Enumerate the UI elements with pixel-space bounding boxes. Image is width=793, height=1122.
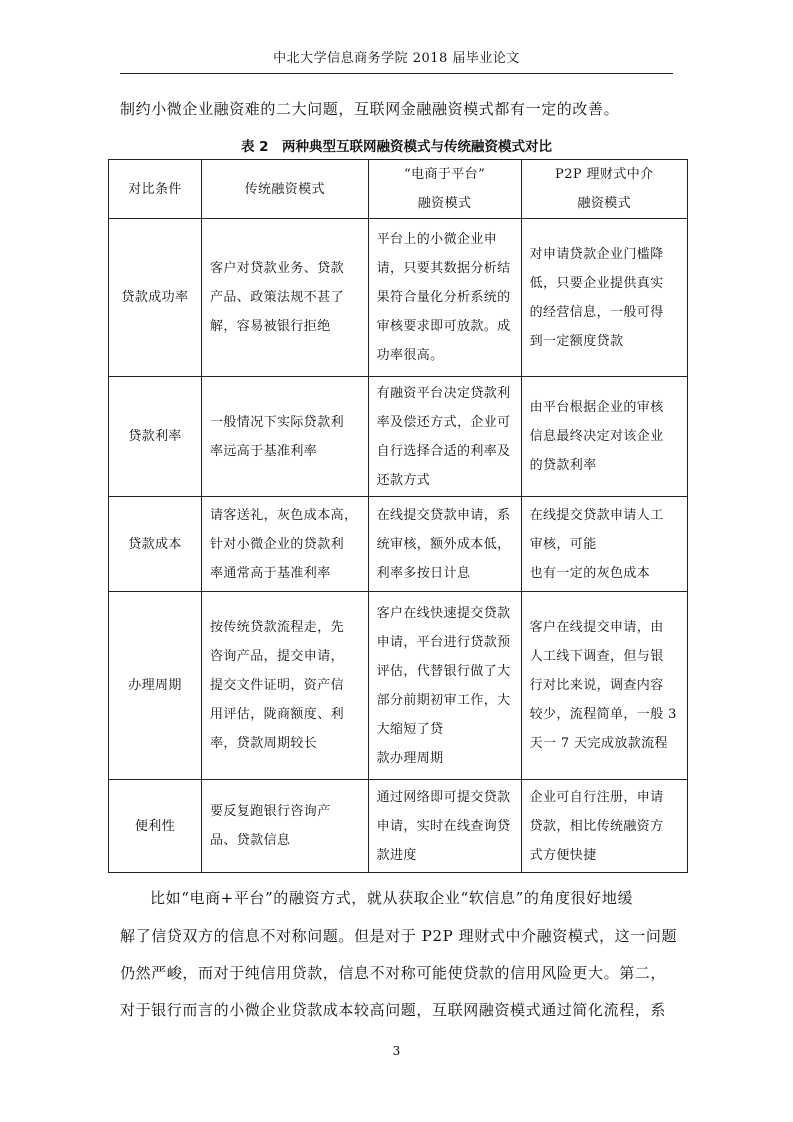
platform-cell xyxy=(368,497,521,592)
platform-cell xyxy=(368,219,521,377)
p2p-cell xyxy=(521,377,687,497)
cell-line: 在线提交贷款申请，系 xyxy=(376,507,511,523)
platform-cell xyxy=(368,377,521,497)
traditional-cell xyxy=(202,780,369,873)
cell-line: 品、贷款信息 xyxy=(210,833,291,848)
cell-line: 产品、政策法规不甚了 xyxy=(210,290,345,305)
cell-line: 部分前期初审工作，大 xyxy=(376,692,511,708)
table-row xyxy=(109,592,688,780)
cell-line: 天一 7 天完成放款流程 xyxy=(529,736,668,751)
traditional-cell xyxy=(202,497,369,592)
cell-line: 低，只要企业提供真实 xyxy=(529,275,664,291)
cell-line: 解，容易被银行拒绝 xyxy=(210,319,331,334)
body-line: 比如“电商+平台”的融资方式，就从获取企业“软信息”的角度很好地缓 xyxy=(150,889,634,907)
p2p-cell xyxy=(521,592,687,780)
cell-line: 率远高于基准利率 xyxy=(210,443,318,459)
table-caption: 表 2 两种典型互联网融资模式与传统融资模式对比 xyxy=(240,139,553,155)
table-row xyxy=(109,497,688,592)
platform-cell xyxy=(368,780,521,873)
table-row xyxy=(109,219,688,377)
cell-line: 针对小微企业的贷款利 xyxy=(210,536,345,552)
column-header-line: 传统融资模式 xyxy=(244,181,325,197)
cell-line: 率及偿还方式，企业可 xyxy=(376,414,511,430)
cell-line: 信息最终决定对该企业 xyxy=(529,429,664,444)
header-rule xyxy=(120,73,673,74)
condition-cell: 贷款成功率 xyxy=(109,219,202,377)
cell-line: 提交文件证明，资产信 xyxy=(210,678,345,693)
condition-cell: 便利性 xyxy=(109,780,202,873)
table-row xyxy=(109,377,688,497)
table-header-row xyxy=(109,160,688,219)
column-header xyxy=(368,160,521,219)
cell-line: 行对比来说，调查内容 xyxy=(529,678,664,693)
traditional-cell xyxy=(202,592,369,780)
cell-line: 的经营信息，一般可得 xyxy=(529,304,664,320)
cell-line: 客户在线提交申请，由 xyxy=(529,620,664,635)
body-line: 仍然严峻，而对于纯信用贷款，信息不对称可能使贷款的信用风险更大。第二， xyxy=(120,964,667,982)
cell-line: 款进度 xyxy=(376,847,417,863)
cell-line: 还款方式 xyxy=(376,472,431,488)
column-header-line: P2P 理财式中介 xyxy=(555,167,654,182)
cell-line: 要反复跑银行咨询产 xyxy=(210,804,331,819)
column-header-line: 融资模式 xyxy=(417,196,472,211)
cell-line: 自行选择合适的利率及 xyxy=(376,443,511,459)
cell-line: 审核要求即可放款。成 xyxy=(376,319,511,334)
column-header xyxy=(109,160,202,219)
column-header-line: 对比条件 xyxy=(128,181,182,197)
column-header xyxy=(202,160,369,219)
cell-line: 请客送礼，灰色成本高， xyxy=(210,507,358,523)
cell-line: 平台上的小微企业申 xyxy=(376,232,498,247)
condition-cell: 贷款利率 xyxy=(109,377,202,497)
table-row xyxy=(109,780,688,873)
column-header xyxy=(521,160,687,219)
cell-line: 用评估，陇商额度、利 xyxy=(210,707,345,722)
p2p-cell xyxy=(521,219,687,377)
condition-cell: 贷款成本 xyxy=(109,497,202,592)
cell-line: 一般情况下实际贷款利 xyxy=(210,414,345,430)
cell-line: 通过网络即可提交贷款 xyxy=(376,789,511,805)
cell-line: 较少，流程简单，一般 3 xyxy=(529,707,677,722)
cell-line: 贷款，相比传统融资方 xyxy=(529,818,664,834)
cell-line: 审核，可能 xyxy=(529,536,597,552)
cell-line: 大缩短了贷 xyxy=(376,721,444,737)
intro-paragraph: 制约小微企业融资难的二大问题，互联网金融融资模式都有一定的改善。 xyxy=(120,100,620,118)
cell-line: 率，贷款周期较长 xyxy=(210,736,318,751)
cell-line: 到一定额度贷款 xyxy=(529,333,624,349)
traditional-cell xyxy=(202,219,369,377)
page-header: 中北大学信息商务学院 2018 届毕业论文 xyxy=(273,51,520,66)
cell-line: 请，只要其数据分析结 xyxy=(376,261,511,276)
cell-line: 利率多按日计息 xyxy=(376,565,471,581)
cell-line: 按传统贷款流程走，先 xyxy=(210,620,345,635)
cell-line: 申请，实时在线查询贷 xyxy=(376,818,511,834)
body-line: 对于银行而言的小微企业贷款成本较高问题，互联网融资模式通过简化流程，系 xyxy=(120,1001,667,1019)
condition-cell: 办理周期 xyxy=(109,592,202,780)
cell-line: 人工线下调查，但与银 xyxy=(529,649,664,664)
cell-line: 款办理周期 xyxy=(376,750,444,766)
body-line: 解了信贷双方的信息不对称问题。但是对于 P2P 理财式中介融资模式，这一问题 xyxy=(120,927,678,945)
cell-line: 率通常高于基准利率 xyxy=(210,565,331,581)
traditional-cell xyxy=(202,377,369,497)
cell-line: 也有一定的灰色成本 xyxy=(529,565,651,581)
p2p-cell xyxy=(521,780,687,873)
comparison-table xyxy=(108,159,688,873)
cell-line: 对申请贷款企业门槛降 xyxy=(529,246,664,262)
cell-line: 企业可自行注册，申请 xyxy=(529,789,664,805)
cell-line: 式方便快捷 xyxy=(529,847,597,863)
cell-line: 评估，代替银行做了大 xyxy=(376,663,511,679)
p2p-cell xyxy=(521,497,687,592)
cell-line: 有融资平台决定贷款利 xyxy=(376,385,511,401)
cell-line: 客户在线快速提交贷款 xyxy=(376,605,511,621)
column-header-line: 融资模式 xyxy=(577,196,632,211)
cell-line: 在线提交贷款申请人工 xyxy=(529,507,664,523)
cell-line: 申请，平台进行贷款预 xyxy=(376,634,511,650)
cell-line: 咨询产品，提交申请， xyxy=(210,649,345,664)
cell-line: 功率很高。 xyxy=(376,348,444,363)
cell-line: 由平台根据企业的审核 xyxy=(529,400,664,415)
cell-line: 客户对贷款业务、贷款 xyxy=(210,261,345,276)
cell-line: 果符合量化分析系统的 xyxy=(376,290,511,305)
column-header-line: “电商于平台” xyxy=(404,167,486,182)
page-number: 3 xyxy=(392,1044,401,1058)
cell-line: 的贷款利率 xyxy=(529,458,597,473)
platform-cell xyxy=(368,592,521,780)
cell-line: 统审核，额外成本低， xyxy=(376,536,511,552)
